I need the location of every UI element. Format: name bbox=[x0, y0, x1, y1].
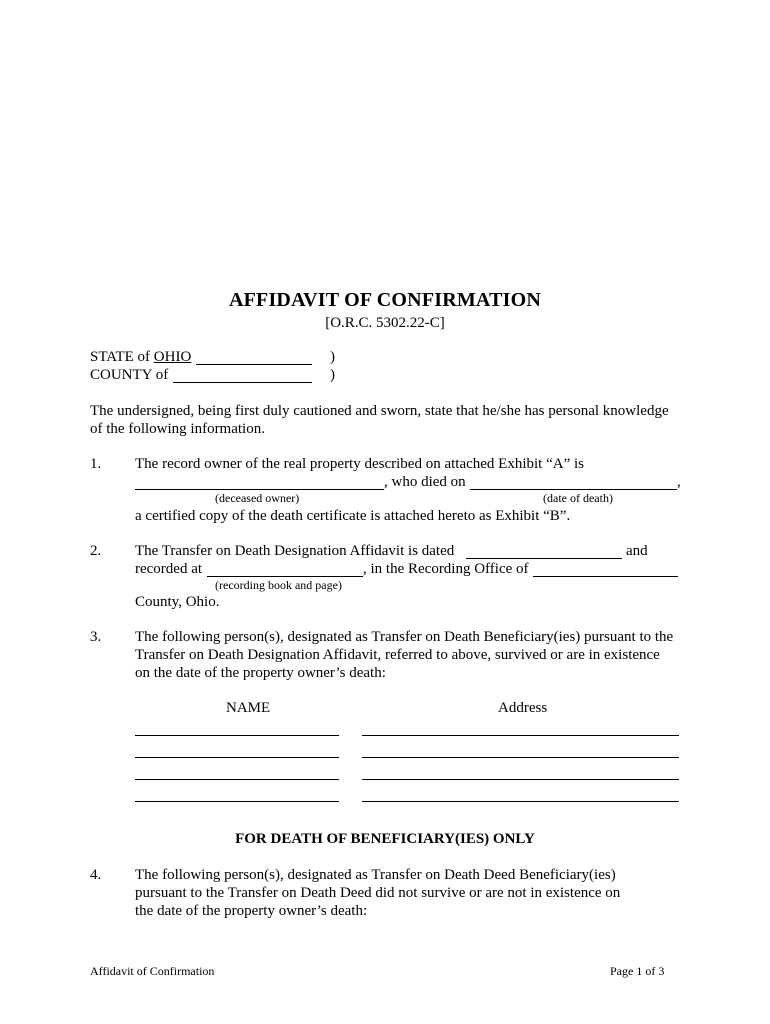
beneficiary-address-line-3[interactable] bbox=[362, 779, 679, 780]
recording-office-blank-line[interactable] bbox=[533, 576, 678, 577]
footer-page-number: Page 1 of 3 bbox=[610, 964, 665, 978]
beneficiary-name-line-3[interactable] bbox=[135, 779, 339, 780]
document-title: AFFIDAVIT OF CONFIRMATION bbox=[228, 289, 542, 311]
affidavit-date-blank-line[interactable] bbox=[466, 558, 622, 559]
county-label: COUNTY of bbox=[90, 367, 169, 383]
state-label: STATE of bbox=[90, 349, 154, 365]
item4-line-3: the date of the property owner’s death: bbox=[135, 903, 368, 919]
item2-county: County, Ohio. bbox=[135, 594, 220, 610]
column-header-name: NAME bbox=[226, 700, 271, 716]
item2-and: and bbox=[626, 543, 648, 559]
date-of-death-blank-line[interactable] bbox=[470, 489, 677, 490]
beneficiary-address-line-4[interactable] bbox=[362, 801, 679, 802]
item1-comma: , bbox=[677, 474, 681, 490]
item4-line-2: pursuant to the Transfer on Death Deed did not survive or are not in existence on bbox=[135, 885, 621, 901]
intro-line-1: The undersigned, being first duly cautioned and sworn, state that he/she has personal knowledge bbox=[90, 403, 669, 419]
item3-line-3: on the date of the property owner’s death: bbox=[135, 665, 386, 681]
recording-book-blank-line[interactable] bbox=[207, 576, 363, 577]
item3-line-2: Transfer on Death Designation Affidavit, referred to above, survived or are in existence bbox=[135, 647, 660, 663]
county-blank-line[interactable] bbox=[173, 382, 312, 383]
beneficiary-name-line-2[interactable] bbox=[135, 757, 339, 758]
item4-number: 4. bbox=[90, 867, 102, 883]
beneficiary-name-line-1[interactable] bbox=[135, 735, 339, 736]
item2-number: 2. bbox=[90, 543, 102, 559]
county-paren: ) bbox=[330, 367, 335, 383]
state-paren: ) bbox=[330, 349, 335, 365]
footer-left: Affidavit of Confirmation bbox=[90, 964, 215, 978]
caption-recording-book: (recording book and page) bbox=[215, 578, 342, 592]
caption-deceased-owner: (deceased owner) bbox=[215, 491, 300, 505]
intro-line-2: of the following information. bbox=[90, 421, 265, 437]
column-header-address: Address bbox=[498, 700, 548, 716]
beneficiary-name-line-4[interactable] bbox=[135, 801, 339, 802]
item2-in-office: , in the Recording Office of bbox=[363, 561, 529, 577]
item1-line-3: a certified copy of the death certificate is attached hereto as Exhibit “B”. bbox=[135, 508, 571, 524]
state-blank-line[interactable] bbox=[196, 364, 312, 365]
item2-line-1: The Transfer on Death Designation Affidavit is dated bbox=[135, 543, 455, 559]
item2-recorded-at: recorded at bbox=[135, 561, 203, 577]
item1-number: 1. bbox=[90, 456, 102, 472]
section-heading: FOR DEATH OF BENEFICIARY(IES) ONLY bbox=[235, 831, 535, 847]
item1-who-died-on: , who died on bbox=[384, 474, 466, 490]
deceased-owner-blank-line[interactable] bbox=[135, 489, 384, 490]
item4-line-1: The following person(s), designated as Transfer on Death Deed Beneficiary(ies) bbox=[135, 867, 616, 883]
beneficiary-address-line-1[interactable] bbox=[362, 735, 679, 736]
document-subtitle: [O.R.C. 5302.22-C] bbox=[325, 315, 445, 331]
beneficiary-address-line-2[interactable] bbox=[362, 757, 679, 758]
item3-number: 3. bbox=[90, 629, 102, 645]
state-value: OHIO bbox=[153, 349, 192, 365]
item1-line-1: The record owner of the real property described on attached Exhibit “A” is bbox=[135, 456, 584, 472]
state-line bbox=[90, 348, 191, 366]
caption-date-of-death: (date of death) bbox=[543, 491, 613, 505]
item3-line-1: The following person(s), designated as Transfer on Death Beneficiary(ies) pursuant to the bbox=[135, 629, 674, 645]
